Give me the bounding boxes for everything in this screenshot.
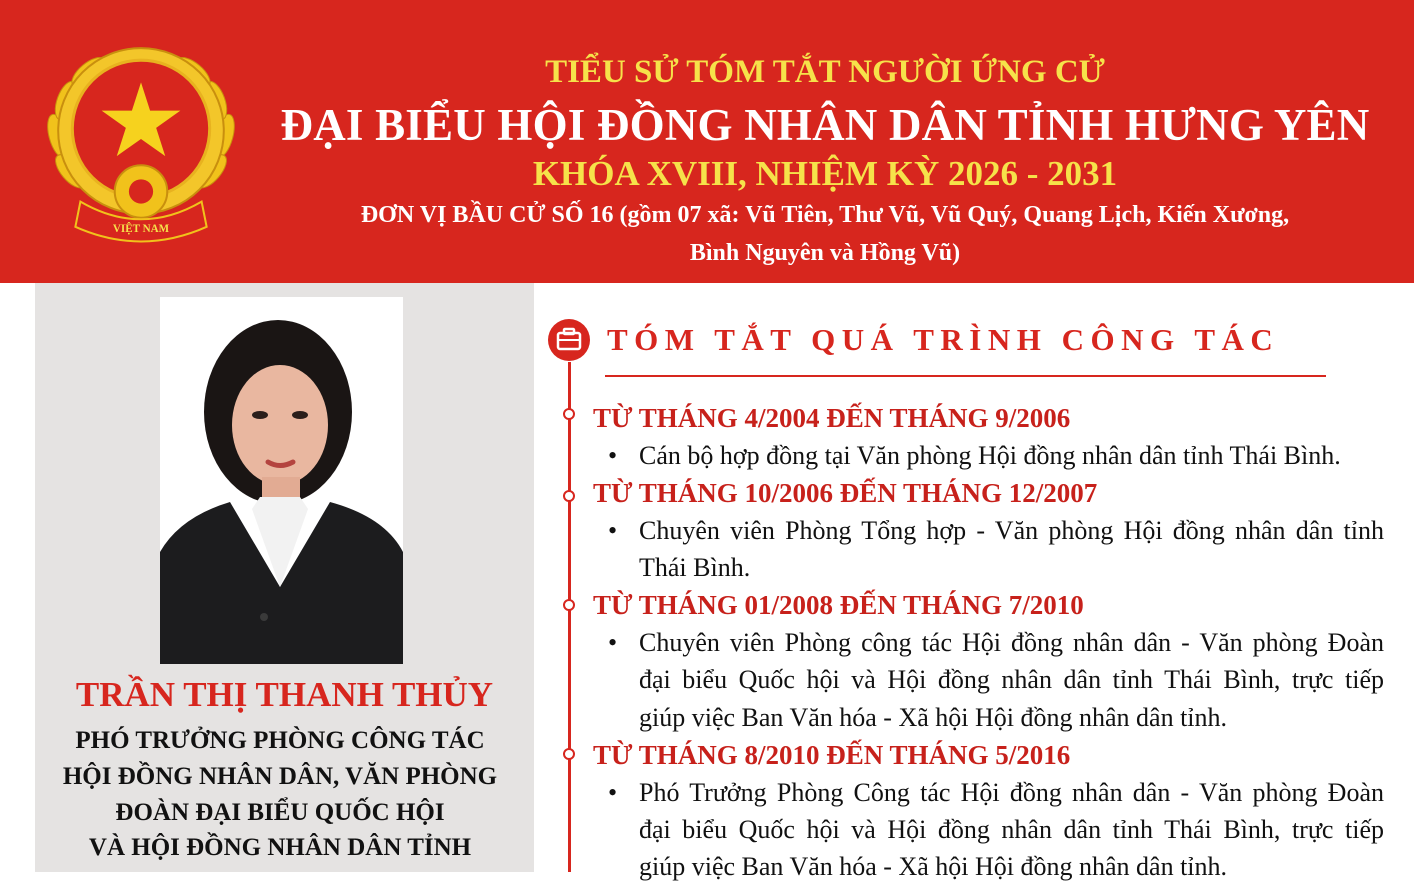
briefcase-icon — [547, 318, 591, 362]
bullet-icon: • — [608, 778, 618, 807]
timeline-text: giúp việc Ban Văn hóa - Xã hội Hội đồng nhân dân tỉnh. — [639, 703, 1228, 732]
timeline-text: Chuyên viên Phòng công tác Hội đồng nhân dân - Văn phòng Đoàn — [639, 628, 1384, 657]
header-banner — [0, 0, 1414, 283]
header-constituency: ĐƠN VỊ BẦU CỬ SỐ 16 (gồm 07 xã: Vũ Tiên, Thư Vũ, Vũ Quý, Quang Lịch, Kiến Xương, — [360, 202, 1290, 228]
timeline-period: TỪ THÁNG 8/2010 ĐẾN THÁNG 5/2016 — [593, 740, 1071, 770]
candidate-photo — [160, 297, 403, 664]
section-divider — [605, 375, 1326, 377]
header-title: ĐẠI BIỂU HỘI ĐỒNG NHÂN DÂN TỈNH HƯNG YÊN — [280, 100, 1370, 150]
bullet-icon: • — [608, 441, 618, 470]
timeline-dot — [563, 599, 575, 611]
candidate-position-line: ĐOÀN ĐẠI BIỂU QUỐC HỘI — [115, 799, 445, 826]
timeline-text: Cán bộ hợp đồng tại Văn phòng Hội đồng nhân dân tỉnh Thái Bình. — [639, 441, 1341, 470]
header-subtitle: TIỂU SỬ TÓM TẮT NGƯỜI ỨNG CỬ — [545, 54, 1105, 90]
national-emblem-icon — [40, 40, 242, 246]
timeline-text: Phó Trưởng Phòng Công tác Hội đồng nhân dân - Văn phòng Đoàn — [639, 778, 1384, 807]
timeline-line — [568, 362, 571, 872]
candidate-panel — [35, 283, 534, 872]
timeline-text: giúp việc Ban Văn hóa - Xã hội Hội đồng nhân dân tỉnh. — [639, 852, 1228, 881]
timeline-text: Chuyên viên Phòng Tổng hợp - Văn phòng Hội đồng nhân dân tỉnh — [639, 516, 1384, 545]
timeline-period: TỪ THÁNG 10/2006 ĐẾN THÁNG 12/2007 — [593, 478, 1098, 508]
timeline-dot — [563, 748, 575, 760]
timeline-text: Thái Bình. — [639, 553, 751, 582]
header-term: KHÓA XVIII, NHIỆM KỲ 2026 - 2031 — [532, 154, 1118, 193]
timeline-text: đại biểu Quốc hội và Hội đồng nhân dân tỉnh Thái Bình, trực tiếp — [639, 815, 1384, 844]
timeline-period: TỪ THÁNG 4/2004 ĐẾN THÁNG 9/2006 — [593, 403, 1071, 433]
candidate-position-line: PHÓ TRƯỞNG PHÒNG CÔNG TÁC — [75, 727, 485, 754]
timeline-period: TỪ THÁNG 01/2008 ĐẾN THÁNG 7/2010 — [593, 590, 1084, 620]
svg-text:VIỆT NAM: VIỆT NAM — [112, 222, 170, 235]
bullet-icon: • — [608, 516, 618, 545]
timeline-text: đại biểu Quốc hội và Hội đồng nhân dân tỉnh Thái Bình, trực tiếp — [639, 665, 1384, 694]
candidate-position-line: HỘI ĐỒNG NHÂN DÂN, VĂN PHÒNG — [62, 763, 498, 790]
bullet-icon: • — [608, 628, 618, 657]
portrait-image — [160, 297, 403, 664]
candidate-name: TRẦN THỊ THANH THỦY — [75, 675, 494, 714]
timeline-dot — [563, 408, 575, 420]
timeline-dot — [563, 490, 575, 502]
section-title: TÓM TẮT QUÁ TRÌNH CÔNG TÁC — [607, 322, 1280, 357]
header-constituency-cont: Bình Nguyên và Hồng Vũ) — [689, 240, 961, 266]
candidate-position-line: VÀ HỘI ĐỒNG NHÂN DÂN TỈNH — [88, 834, 472, 861]
